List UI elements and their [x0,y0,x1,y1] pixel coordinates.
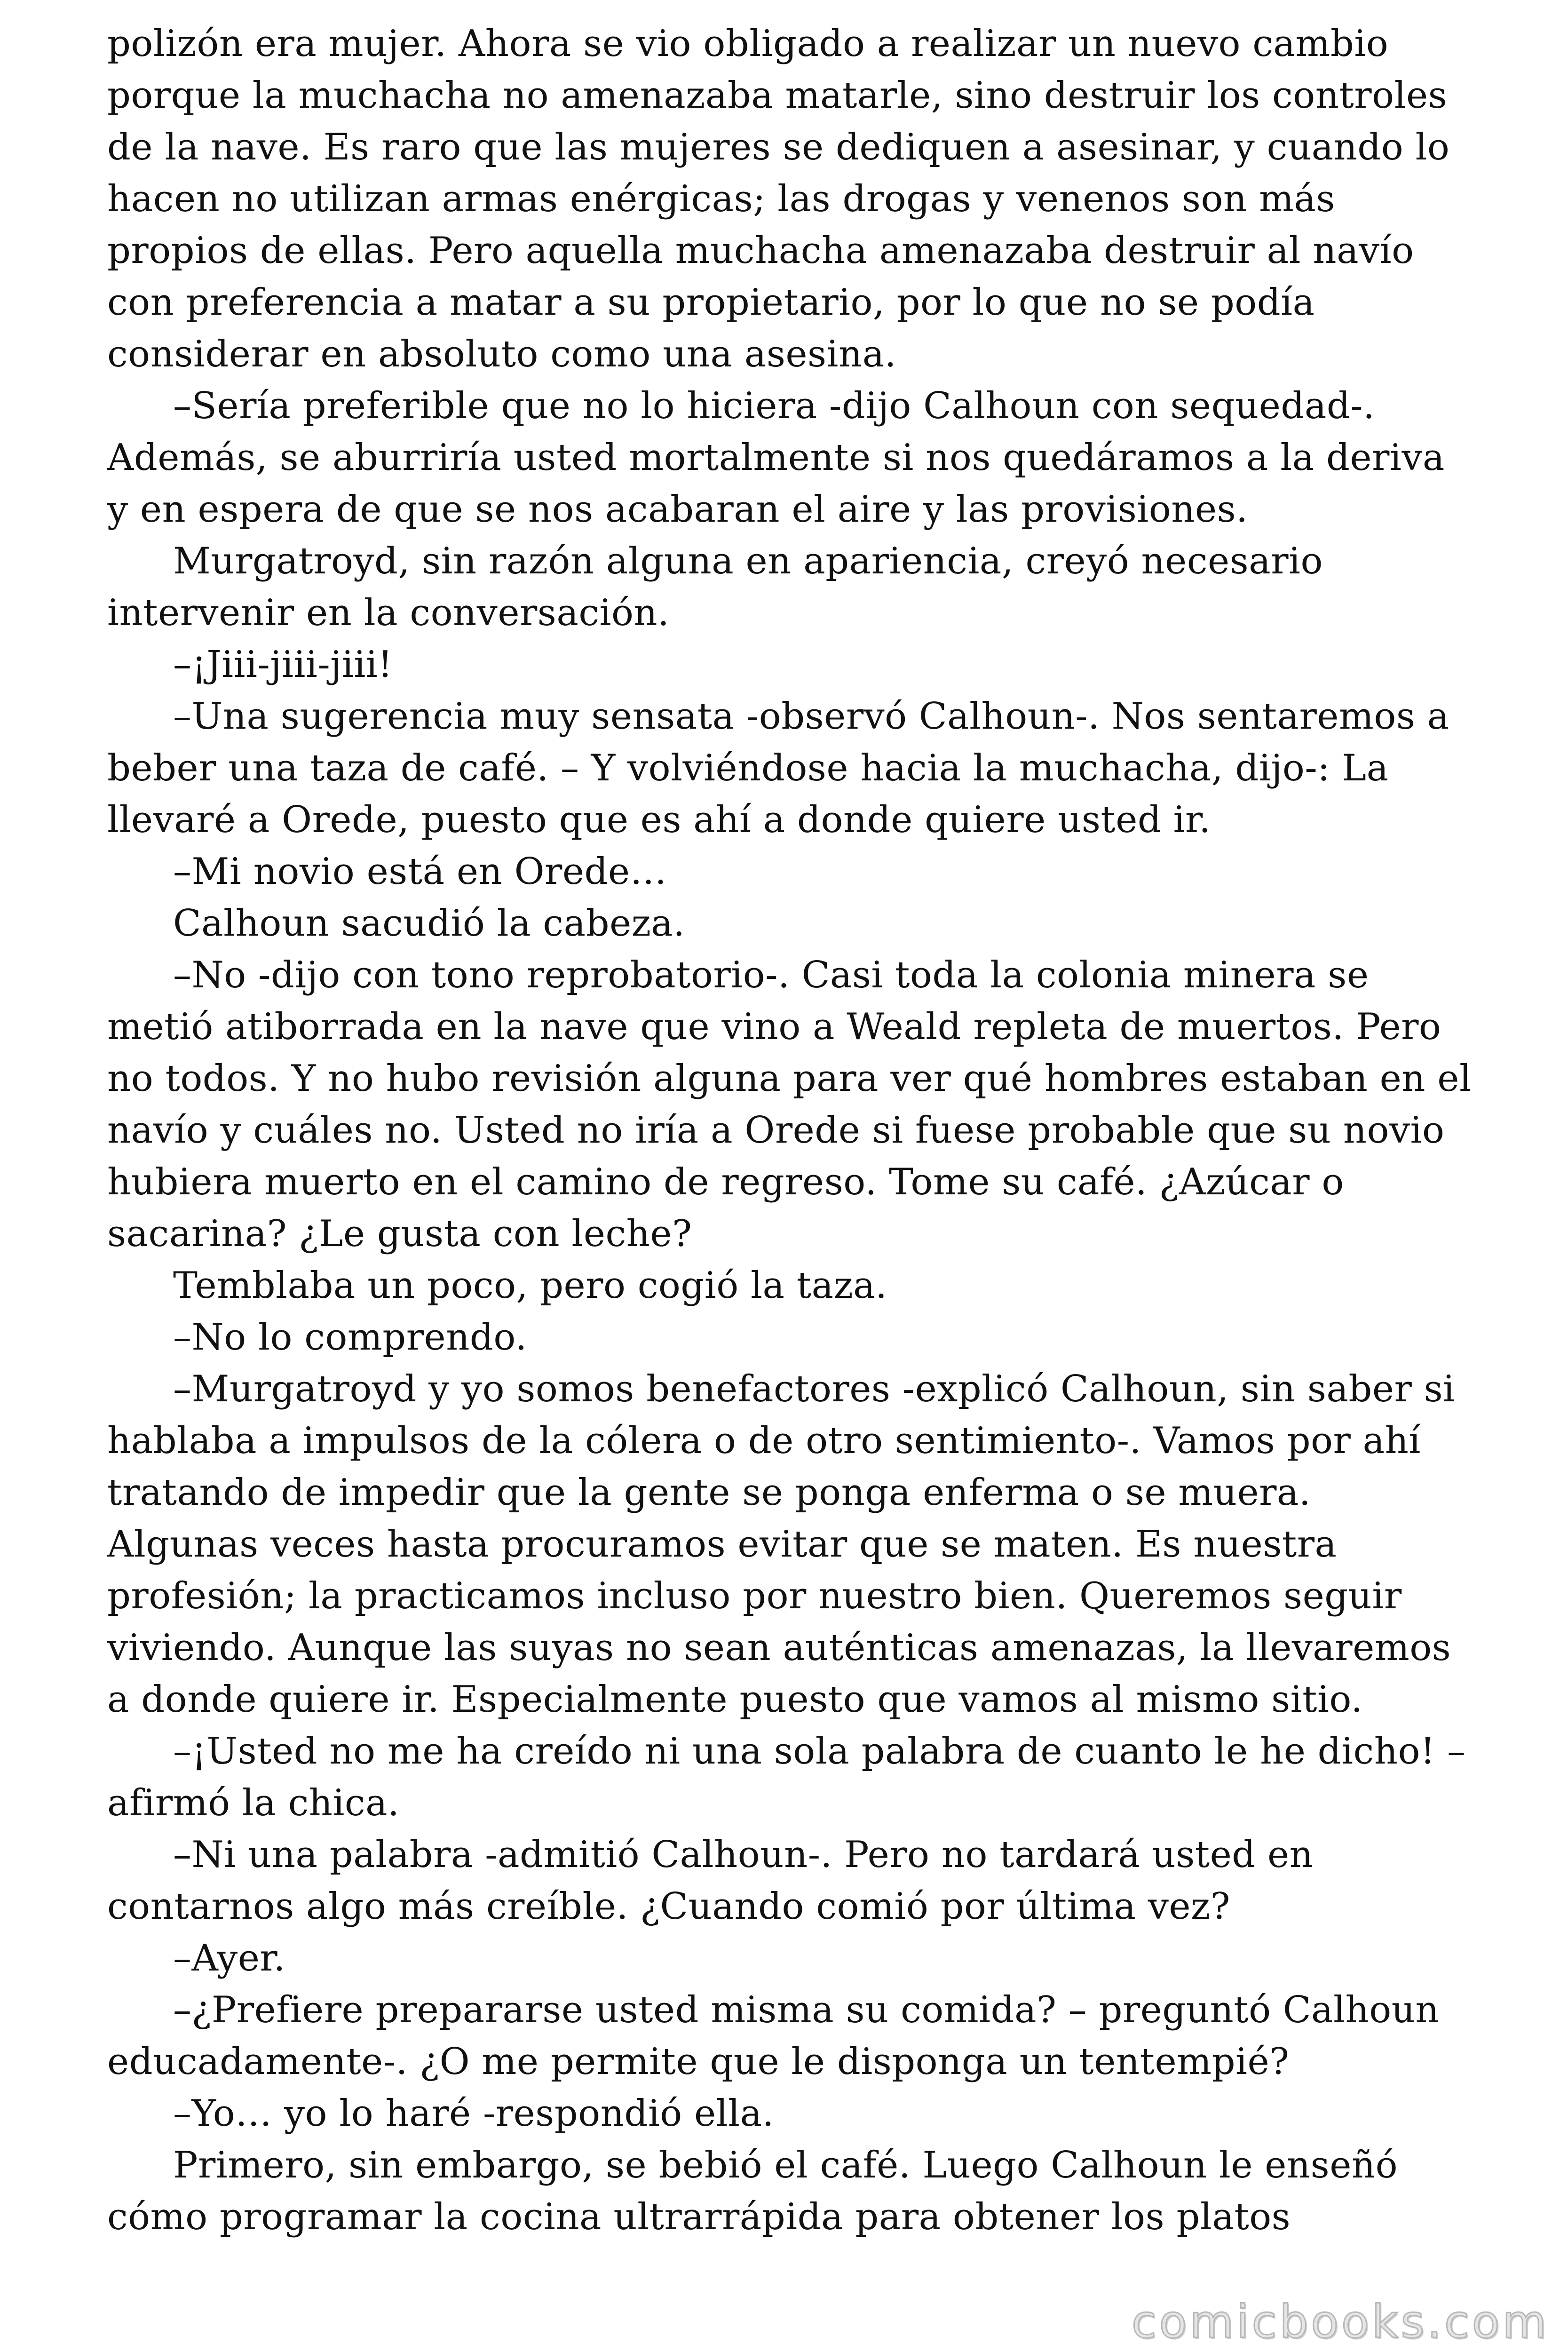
paragraph: –¿Prefiere prepararse usted misma su comida? – preguntó Calhoun educadamente-. ¿O me permite que le disponga un tentempié? [107,1989,1440,2083]
paragraph: –¡Jiii-jiii-jiii! [173,644,393,686]
paragraph: Primero, sin embargo, se bebió el café. Luego Calhoun le enseñó cómo programar la cocina ultrarrápida para obtener los platos [107,2144,1398,2238]
paragraph: –Sería preferible que no lo hiciera -dijo Calhoun con sequedad-. Además, se aburriría usted mortalmente si nos quedáramos a la deriva y en espera de que se nos acabaran el aire y las provisiones. [107,385,1445,531]
paragraph: polizón era mujer. Ahora se vio obligado a realizar un nuevo cambio porque la muchacha no amenazaba matarle, sino destruir los controles de la nave. Es raro que las mujeres se dediquen a asesinar, y cuando lo hacen no utilizan armas enérgicas; las drogas y venenos son más propios de ellas. Pero aquella muchacha amenazaba destruir al navío con preferencia a matar a su propietario, por lo que no se podía considerar en absoluto como una asesina. [107,23,1450,375]
paragraph: –No lo comprendo. [173,1316,527,1359]
paragraph: –Mi novio está en Orede… [173,850,667,893]
paragraph: Murgatroyd, sin razón alguna en apariencia, creyó necesario intervenir en la conversación. [107,540,1323,634]
paragraph: –No -dijo con tono reprobatorio-. Casi toda la colonia minera se metió atiborrada en la nave que vino a Weald repleta de muertos. Pero no todos. Y no hubo revisión alguna para ver qué hombres estaban en el navío y cuáles no. Usted no iría a Orede si fuese probable que su novio hubiera muerto en el camino de regreso. Tome su café. ¿Azúcar o sacarina? ¿Le gusta con leche? [107,954,1472,1255]
paragraph: –¡Usted no me ha creído ni una sola palabra de cuanto le he dicho! – afirmó la chica. [107,1730,1466,1824]
paragraph: Temblaba un poco, pero cogió la taza. [173,1264,887,1307]
paragraph: –Ni una palabra -admitió Calhoun-. Pero no tardará usted en contarnos algo más creíble. ¿Cuando comió por última vez? [107,1834,1314,1928]
paragraph: –Yo… yo lo haré -respondió ella. [173,2092,774,2135]
paragraph: –Ayer. [173,1937,285,1979]
watermark: comicbooks.com [1131,2296,1549,2348]
paragraph: –Una sugerencia muy sensata -observó Calhoun-. Nos sentaremos a beber una taza de café. – Y volviéndose hacia la muchacha, dijo-: La llevaré a Orede, puesto que es ahí a donde quiere usted ir. [107,695,1449,841]
paragraph: Calhoun sacudió la cabeza. [173,902,685,945]
page-text [107,18,1473,2243]
paragraph: –Murgatroyd y yo somos benefactores -explicó Calhoun, sin saber si hablaba a impulsos de la cólera o de otro sentimiento-. Vamos por ahí tratando de impedir que la gente se ponga enferma o se muera. Algunas veces hasta procuramos evitar que se maten. Es nuestra profesión; la practicamos incluso por nuestro bien. Queremos seguir viviendo. Aunque las suyas no sean auténticas amenazas, la llevaremos a donde quiere ir. Especialmente puesto que vamos al mismo sitio. [107,1368,1455,1721]
